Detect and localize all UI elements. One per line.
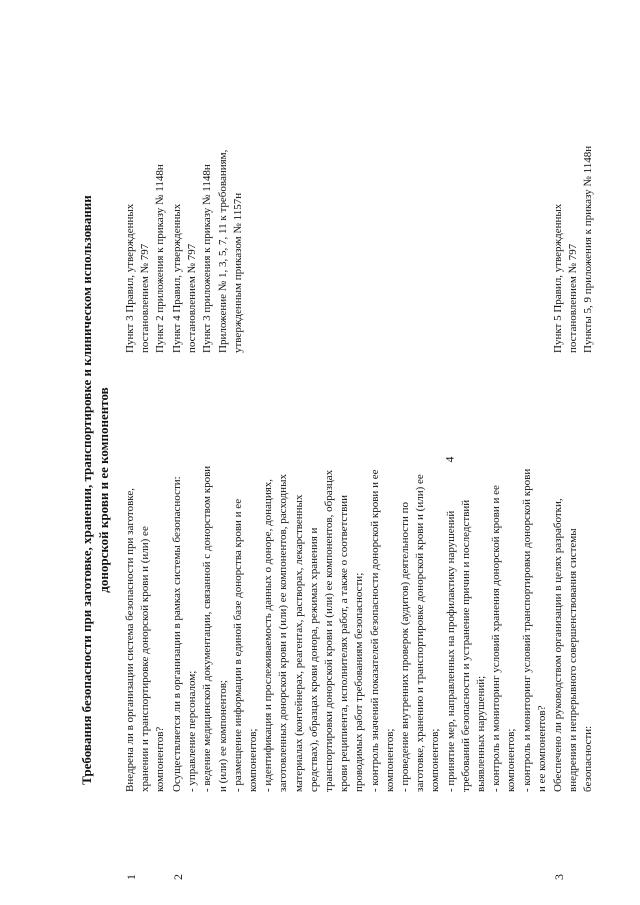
reference-text xyxy=(123,88,169,353)
reference-line: постановлением № 797 xyxy=(567,243,580,353)
reference-line: Пункт 3 Правил, утвержденных xyxy=(124,203,136,353)
reference-line: Пункт 2 приложения к приказу № 1148н xyxy=(154,164,167,353)
question-line: Осуществляется ли в организации в рамках системы безопасности: xyxy=(171,476,183,792)
question-line: компонентов; xyxy=(505,728,518,792)
row-number: 1 xyxy=(124,874,138,880)
question-line: хранении и транспортировке донорской крови и (или) ее xyxy=(139,526,152,792)
question-line: - принятие мер, направленных на профилактику нарушений xyxy=(444,510,457,792)
question-text xyxy=(551,377,597,792)
reference-text xyxy=(551,88,597,353)
question-line: и ее компонентов? xyxy=(535,705,548,792)
question-line: компонентов? xyxy=(154,726,167,792)
question-line: компонентов; xyxy=(429,728,442,792)
question-line: транспортировки донорской крови и (или) ее компонентов, образцах xyxy=(323,469,336,792)
rotated-content xyxy=(78,100,598,880)
question-line: - контроль значений показателей безопасности донорской крови и ее xyxy=(368,469,381,792)
question-line: - ведение медицинской документации, связанной с донорством крови xyxy=(201,465,214,792)
question-line: требований безопасности и устранение причин и последствий xyxy=(459,499,472,792)
page-number: 4 xyxy=(442,456,457,463)
question-line: выявленных нарушений; xyxy=(475,675,488,792)
question-line: безопасности: xyxy=(582,725,595,792)
document-title xyxy=(78,100,112,880)
question-line: - контроль и мониторинг условий хранения донорской крови и ее xyxy=(490,485,503,792)
reference-line: Пункты 5, 9 приложения к приказу № 1148н xyxy=(582,145,595,353)
row-number: 2 xyxy=(171,874,185,880)
question-text xyxy=(170,377,550,792)
question-line: заготовленных донорской крови и (или) ее компонентов, расходных xyxy=(277,474,290,792)
question-line: - идентификация и прослеживаемость данных о доноре, донациях, xyxy=(262,478,275,792)
reference-line: постановлением № 797 xyxy=(186,243,199,353)
row-number: 3 xyxy=(552,874,566,880)
reference-line: утвержденным приказом № 1157н xyxy=(231,192,244,353)
question-line: - контроль и мониторинг условий транспортировки донорской крови xyxy=(520,468,533,792)
title-line: донорской крови и ее компонентов xyxy=(96,387,111,593)
question-line: Обеспечено ли руководством организации в целях разработки, xyxy=(552,498,564,792)
reference-text xyxy=(170,88,246,353)
question-text xyxy=(123,377,169,792)
question-line: материалах (контейнерах, реагентах, растворах, лекарственных xyxy=(292,494,305,792)
question-line: Внедрена ли в организации система безопасности при заготовке, xyxy=(124,488,136,792)
question-line: проводимых работ требованиям безопасности; xyxy=(353,572,366,792)
question-line: крови реципиента, исполнителях работ, а также о соответствии xyxy=(338,494,351,792)
question-line: средствах), образцах крови донора, режимах хранения и xyxy=(307,527,320,792)
reference-line: Пункт 4 Правил, утвержденных xyxy=(171,203,183,353)
reference-line: Пункт 3 приложения к приказу № 1148н xyxy=(201,164,214,353)
question-line: - проведение внутренних проверок (аудитов) деятельности по xyxy=(399,501,412,792)
reference-line: Пункт 5 Правил, утвержденных xyxy=(552,203,564,353)
question-line: заготовке, хранению и транспортировке донорской крови и (или) ее xyxy=(414,474,427,792)
question-line: - размещение информации в единой базе донорства крови и ее xyxy=(231,498,244,792)
reference-line: постановлением № 797 xyxy=(139,243,152,353)
question-line: компонентов; xyxy=(383,728,396,792)
question-line: - управление персоналом; xyxy=(186,670,199,792)
question-line: и (или) ее компонентов; xyxy=(216,680,229,792)
title-line: Требования безопасности при заготовке, хранении, транспортировке и клиническом использовании xyxy=(79,195,94,785)
question-line: компонентов; xyxy=(247,728,260,792)
question-line: внедрения и непрерывного совершенствования системы xyxy=(567,528,580,792)
reference-line: Приложение № 1, 3, 5, 7, 11 к требованиям, xyxy=(216,149,229,353)
